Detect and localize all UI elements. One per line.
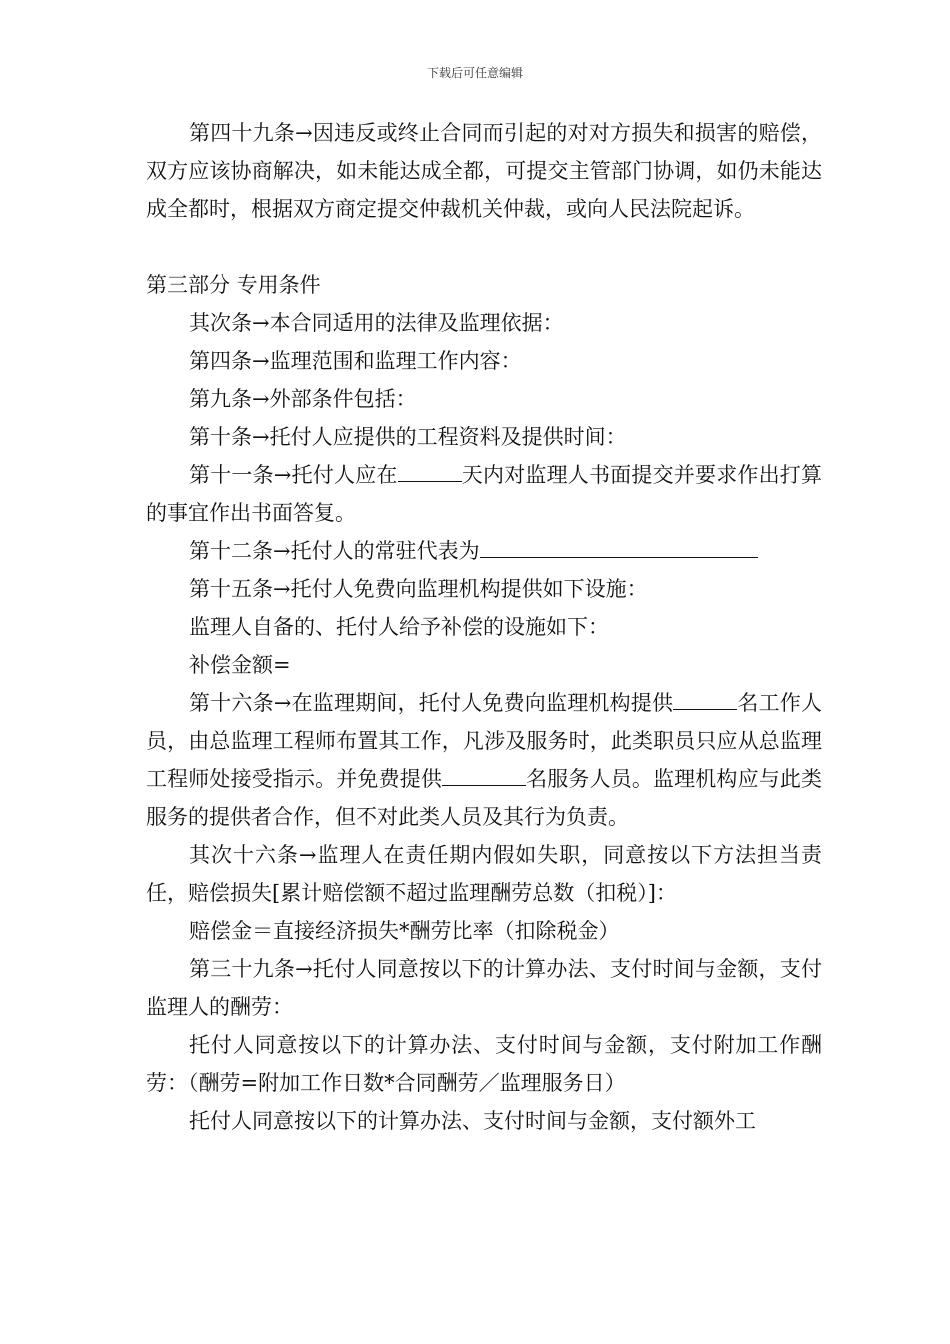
fill-blank-representative bbox=[480, 535, 758, 558]
article-12-text: 第十二条→托付人的常驻代表为 bbox=[189, 539, 480, 563]
additional-work-payment: 托付人同意按以下的计算办法、支付时间与金额，支付附加工作酬劳：（酬劳=附加工作日数*合同酬劳／监理服务日） bbox=[146, 1033, 822, 1095]
compensation-formula: 赔偿金＝直接经济损失*酬劳比率（扣除税金） bbox=[189, 919, 620, 943]
fill-blank-staff bbox=[673, 687, 737, 710]
article-49: 第四十九条→因违反或终止合同而引起的对对方损失和损害的赔偿，双方应该协商解决，如未能达成全都，可提交主管部门协调，如仍未能达成全都时，根据双方商定提交仲裁机关仲裁，或向人民法院起诉。 bbox=[146, 121, 822, 221]
part-three-heading: 第三部分 专用条件 bbox=[146, 273, 321, 297]
article-15: 第十五条→托付人免费向监理机构提供如下设施： bbox=[189, 577, 648, 601]
page-header: 下载后可任意编辑 bbox=[426, 66, 523, 80]
extra-work-payment: 托付人同意按以下的计算办法、支付时间与金额，支付额外工 bbox=[189, 1109, 756, 1133]
article-26: 其次十六条→监理人在责任期内假如失职，同意按以下方法担当责任，赔偿损失[累计赔偿额不超过监理酬劳总数（扣税）]： bbox=[146, 843, 822, 905]
fill-blank-service-staff bbox=[442, 763, 526, 786]
document-body bbox=[146, 114, 822, 1140]
article-4: 第四条→监理范围和监理工作内容： bbox=[189, 349, 522, 373]
fill-blank-days bbox=[398, 459, 462, 482]
article-12 bbox=[146, 532, 822, 570]
article-11-text-a: 第十一条→托付人应在 bbox=[189, 463, 398, 487]
article-16-text-a: 第十六条→在监理期间，托付人免费向监理机构提供 bbox=[189, 691, 674, 715]
paragraph-gap bbox=[146, 228, 822, 266]
article-16 bbox=[146, 684, 822, 836]
article-11 bbox=[146, 456, 822, 532]
compensation-amount: 补偿金额= bbox=[189, 653, 291, 677]
article-11-text-b: 天内对监理人书面提交并要求作出打算的事宜作出书面答复。 bbox=[146, 463, 822, 525]
article-2: 其次条→本合同适用的法律及监理依据： bbox=[189, 311, 564, 335]
article-9: 第九条→外部条件包括： bbox=[189, 387, 417, 411]
article-16-text-c: 名服务人员。监理机构应与此类服务的提供者合作，但不对此类人员及其行为负责。 bbox=[146, 767, 822, 829]
self-provided-facilities: 监理人自备的、托付人给予补偿的设施如下： bbox=[189, 615, 609, 639]
article-10: 第十条→托付人应提供的工程资料及提供时间： bbox=[189, 425, 627, 449]
article-39: 第三十九条→托付人同意按以下的计算办法、支付时间与金额，支付监理人的酬劳： bbox=[146, 957, 822, 1019]
article-16-text-b: 名工作人员，由总监理工程师布置其工作，凡涉及服务时，此类职员只应从总监理工程师处接受指示。并免费提供 bbox=[146, 691, 823, 791]
